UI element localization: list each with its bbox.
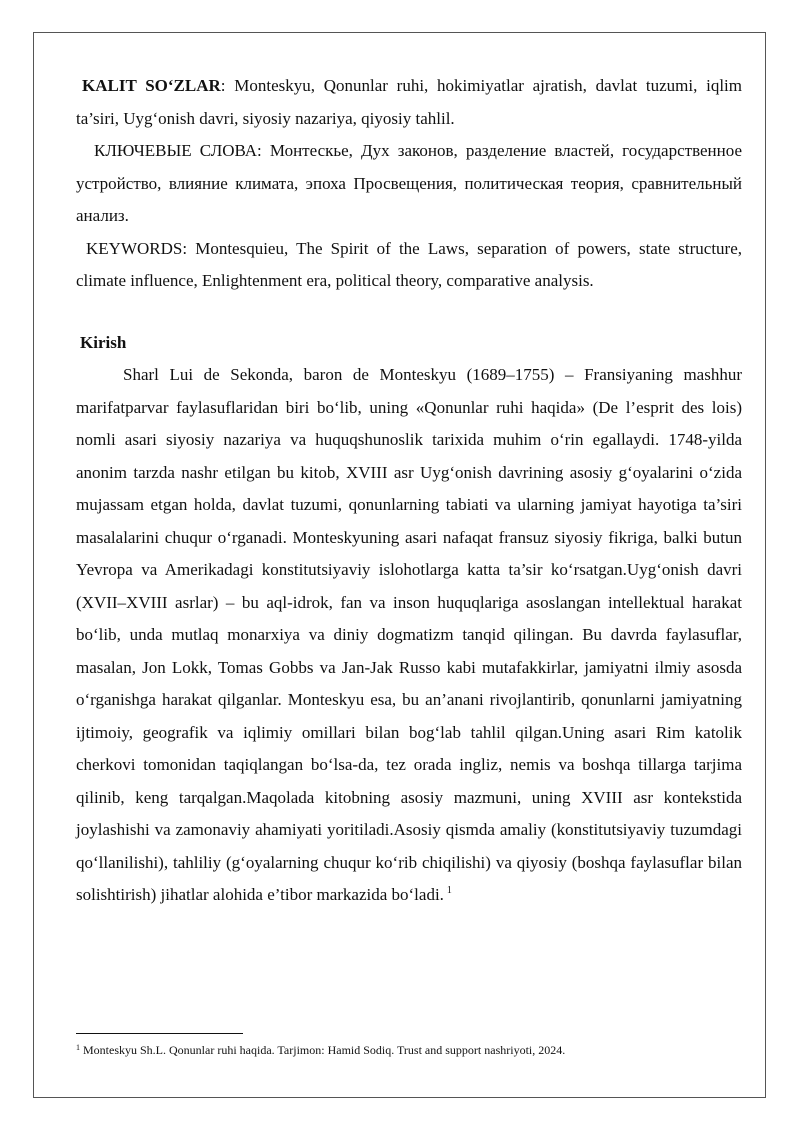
footnote-text: Monteskyu Sh.L. Qonunlar ruhi haqida. Tarjimon: Hamid Sodiq. Trust and support nashriyoti, 2024.	[83, 1043, 566, 1057]
footnote-number: 1	[76, 1043, 80, 1052]
keywords-russian: КЛЮЧЕВЫЕ СЛОВА: Монтескье, Дух законов, разделение властей, государственное устройство, влияние климата, эпоха Просвещения, политическая теория, сравнительный анализ.	[76, 141, 742, 225]
footnote	[76, 1040, 742, 1058]
introduction-text: Sharl Lui de Sekonda, baron de Monteskyu (1689–1755) – Fransiyaning mashhur marifatparvar faylasuflaridan biri bo‘lib, uning «Qonunlar ruhi haqida» (De l’esprit des lois) nomli asari siyosiy nazariya va huquqshunoslik tarixida muhim o‘rin egallaydi. 1748-yilda anonim tarzda nashr etilgan bu kitob, XVIII asr Uyg‘onish davrining asosiy g‘oyalarini o‘zida mujassam etgan holda, davlat tuzumi, qonunlarning tabiati va ularning jamiyat hayotiga ta’siri masalalarini chuqur o‘rganadi. Monteskyuning asari nafaqat fransuz siyosiy fikriga, balki butun Yevropa va Amerikadagi konstitutsiyaviy islohotlarga katta ta’sir ko‘rsatgan.Uyg‘onish davri (XVII–XVIII asrlar) – bu aql-idrok, fan va inson huquqlariga asoslangan intellektual harakat bo‘lib, unda mutlaq monarxiya va diniy dogmatizm tanqid qilingan. Bu davrda faylasuflar, masalan, Jon Lokk, Tomas Gobbs va Jan-Jak Russo kabi mutafakkirlar, jamiyatni ilmiy asosda o‘rganishga harakat qilganlar. Monteskyu esa, bu an’anani rivojlantirib, qonunlarni jamiyatning ijtimoiy, geografik va iqlimiy omillari bilan bog‘lab tahlil qilgan.Uning asari Rim katolik cherkovi tomonidan taqiqlangan bo‘lsa-da, tez orada ingliz, nemis va boshqa tillarga tarjima qilinib, keng tarqalgan.Maqolada kitobning asosiy mazmuni, uning XVIII asr kontekstida joylashishi va zamonaviy ahamiyati yoritiladi.Asosiy qismda amaliy (konstitutsiyaviy tuzumdagi qo‘llanilishi), tahliliy (g‘oyalarning chuqur ko‘rib chiqilishi) va qiyosiy (boshqa faylasuflar bilan solishtirish) jihatlar alohida e’tibor markazida bo‘ladi.	[76, 365, 742, 904]
section-heading: Kirish	[80, 332, 127, 352]
keywords-uzbek	[76, 70, 742, 135]
keywords-english: KEYWORDS: Montesquieu, The Spirit of the Laws, separation of powers, state structure, climate influence, Enlightenment era, political theory, comparative analysis.	[76, 238, 742, 290]
footnote-separator	[76, 1033, 243, 1034]
keywords-uzbek-label: KALIT SO‘ZLAR	[82, 76, 221, 95]
introduction-paragraph	[76, 359, 742, 912]
footnote-reference[interactable]: 1	[446, 885, 452, 896]
document-body	[76, 70, 742, 912]
keywords-uzbek-text: : Monteskyu, Qonunlar ruhi, hokimiyatlar ajratish, davlat tuzumi, iqlim ta’siri, Uyg‘onish davri, siyosiy nazariya, qiyosiy tahlil.	[76, 76, 742, 128]
